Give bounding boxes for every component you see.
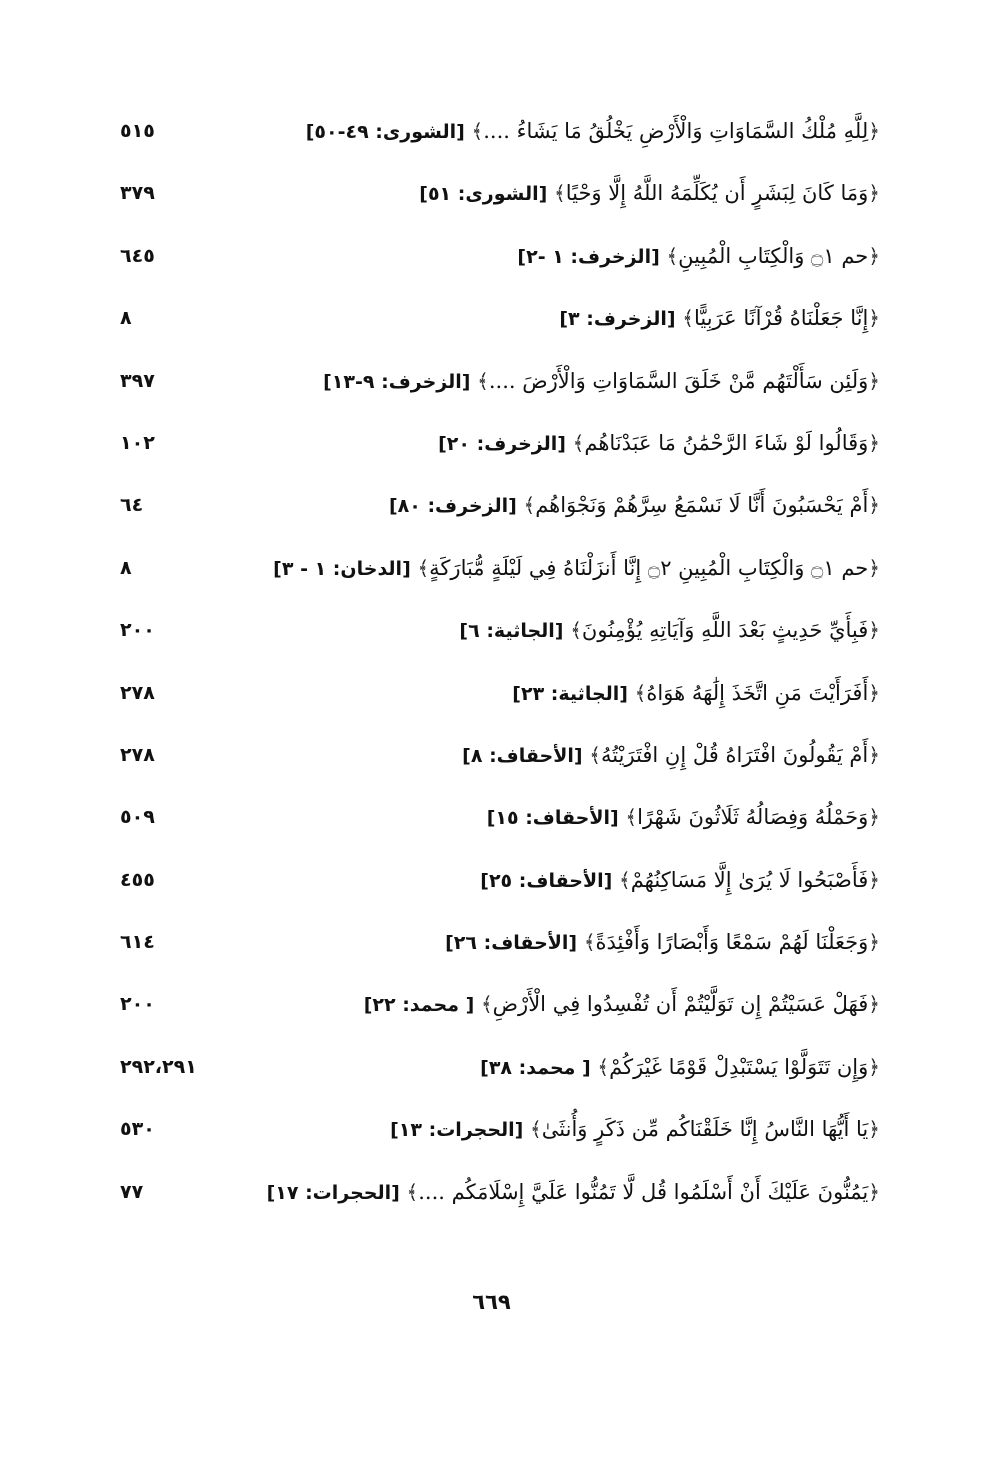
verse-text: يَا أَيُّهَا النَّاسُ إِنَّا خَلَقْنَاكُم مِّن ذَكَرٍ وَأُنثَىٰ bbox=[541, 1117, 869, 1142]
index-row bbox=[110, 792, 880, 854]
page-reference: ٢٠٠ bbox=[120, 619, 155, 642]
ornate-bracket-close-icon: ﴾ bbox=[682, 306, 694, 331]
surah-reference: [الزخرف: ١ -٢] bbox=[517, 245, 660, 268]
verse-entry bbox=[517, 241, 880, 272]
ornate-bracket-close-icon: ﴾ bbox=[480, 992, 493, 1017]
verse-entry bbox=[445, 927, 880, 958]
verse-entry bbox=[459, 615, 880, 646]
index-row bbox=[110, 1167, 880, 1229]
page-reference: ٣٧٩ bbox=[120, 182, 155, 205]
index-row bbox=[110, 418, 880, 480]
page-reference: ٥٠٩ bbox=[120, 806, 155, 829]
ornate-bracket-open-icon: ﴿ bbox=[868, 867, 880, 892]
verse-text: وَمَا كَانَ لِبَشَرٍ أَن يُكَلِّمَهُ اللَّهُ إِلَّا وَحْيًا bbox=[565, 181, 869, 206]
index-row bbox=[110, 480, 880, 542]
index-row bbox=[110, 855, 880, 917]
page-reference: ٢٧٨ bbox=[120, 743, 155, 766]
ornate-bracket-open-icon: ﴿ bbox=[868, 555, 880, 580]
ornate-bracket-close-icon: ﴾ bbox=[634, 680, 647, 705]
surah-reference: [الجاثية: ٦] bbox=[459, 620, 564, 643]
ornate-bracket-close-icon: ﴾ bbox=[618, 867, 631, 892]
surah-reference: [الزخرف: ٢٠] bbox=[438, 432, 566, 455]
surah-reference: [ محمد: ٢٢] bbox=[363, 994, 475, 1017]
surah-reference: [الأحقاف: ٢٦] bbox=[445, 932, 578, 955]
page-reference: ٢٩٢،٢٩١ bbox=[120, 1055, 197, 1078]
ornate-bracket-open-icon: ﴿ bbox=[868, 1179, 880, 1204]
surah-reference: [الأحقاف: ١٥] bbox=[486, 807, 619, 830]
verse-text: حم ۝١ وَالْكِتَابِ الْمُبِينِ bbox=[678, 243, 869, 268]
verse-text: فَهَلْ عَسَيْتُمْ إِن تَوَلَّيْتُمْ أَن تُفْسِدُوا فِي الْأَرْضِ bbox=[492, 992, 869, 1017]
page-reference: ٥٣٠ bbox=[120, 1118, 155, 1141]
page-reference: ٤٥٥ bbox=[120, 868, 155, 891]
ornate-bracket-close-icon: ﴾ bbox=[554, 181, 566, 206]
surah-reference: [ محمد: ٣٨] bbox=[480, 1056, 591, 1079]
verse-text: يَمُنُّونَ عَلَيْكَ أَنْ أَسْلَمُوا قُل لَّا تَمُنُّوا عَلَيَّ إِسْلَامَكُم .... bbox=[418, 1179, 869, 1204]
verse-entry bbox=[512, 678, 880, 709]
verse-text: وَقَالُوا لَوْ شَاءَ الرَّحْمَٰنُ مَا عَبَدْنَاهُم bbox=[584, 430, 869, 455]
page-reference: ٧٧ bbox=[120, 1180, 144, 1203]
ornate-bracket-open-icon: ﴿ bbox=[868, 742, 880, 767]
ornate-bracket-open-icon: ﴿ bbox=[868, 930, 880, 955]
surah-reference: [الزخرف: ٩-١٣] bbox=[323, 370, 471, 393]
surah-reference: [الجاثية: ٢٣] bbox=[512, 682, 628, 705]
surah-reference: [الشورى: ٤٩-٥٠] bbox=[305, 121, 465, 143]
surah-reference: [الحجرات: ١٣] bbox=[390, 1119, 524, 1142]
ornate-bracket-close-icon: ﴾ bbox=[597, 1054, 610, 1079]
index-row bbox=[110, 356, 880, 418]
page-number: ٦٦٩ bbox=[472, 1290, 511, 1314]
verse-text: وَجَعَلْنَا لَهُمْ سَمْعًا وَأَبْصَارًا وَأَفْئِدَةً bbox=[595, 930, 869, 955]
ornate-bracket-close-icon: ﴾ bbox=[406, 1179, 419, 1204]
verse-text: فَأَصْبَحُوا لَا يُرَىٰ إِلَّا مَسَاكِنُهُمْ bbox=[630, 867, 869, 892]
ornate-bracket-open-icon: ﴿ bbox=[868, 119, 880, 143]
page-reference: ٢٠٠ bbox=[120, 993, 155, 1016]
ornate-bracket-close-icon: ﴾ bbox=[589, 742, 601, 767]
verse-entry bbox=[364, 989, 880, 1020]
verse-entry bbox=[559, 303, 880, 334]
verse-entry bbox=[480, 1052, 880, 1083]
ornate-bracket-open-icon: ﴿ bbox=[868, 181, 880, 206]
page-reference: ٦٤ bbox=[120, 494, 144, 517]
index-row bbox=[110, 730, 880, 792]
ornate-bracket-open-icon: ﴿ bbox=[868, 680, 880, 705]
index-row bbox=[110, 605, 880, 667]
surah-reference: [الأحقاف: ٨] bbox=[462, 744, 583, 767]
index-row bbox=[110, 1104, 880, 1166]
ornate-bracket-close-icon: ﴾ bbox=[523, 493, 536, 518]
ornate-bracket-close-icon: ﴾ bbox=[530, 1117, 542, 1142]
verse-entry bbox=[419, 178, 880, 209]
surah-reference: [الزخرف: ٨٠] bbox=[388, 495, 517, 518]
ornate-bracket-open-icon: ﴿ bbox=[868, 306, 880, 331]
ornate-bracket-close-icon: ﴾ bbox=[417, 555, 430, 580]
verse-text: إِنَّا جَعَلْنَاهُ قُرْآنًا عَرَبِيًّا bbox=[693, 306, 869, 331]
verse-text: وَلَئِن سَأَلْتَهُم مَّنْ خَلَقَ السَّمَاوَاتِ وَالْأَرْضَ .... bbox=[488, 368, 869, 393]
ornate-bracket-open-icon: ﴿ bbox=[868, 1054, 880, 1079]
ornate-bracket-open-icon: ﴿ bbox=[868, 430, 880, 455]
verse-entry bbox=[267, 1177, 880, 1208]
verse-entry bbox=[480, 865, 880, 896]
verse-entry bbox=[438, 428, 880, 459]
ornate-bracket-open-icon: ﴿ bbox=[868, 493, 880, 518]
page-reference: ٢٧٨ bbox=[120, 681, 155, 704]
index-row bbox=[110, 543, 880, 605]
index-row bbox=[110, 106, 880, 168]
ornate-bracket-open-icon: ﴿ bbox=[868, 368, 880, 393]
verse-text: فَبِأَيِّ حَدِيثٍ بَعْدَ اللَّهِ وَآيَاتِهِ يُؤْمِنُونَ bbox=[581, 618, 869, 643]
index-row bbox=[110, 231, 880, 293]
verse-text: أَمْ يَقُولُونَ افْتَرَاهُ قُلْ إِنِ افْتَرَيْتُهُ bbox=[601, 742, 869, 767]
verse-entry bbox=[323, 366, 880, 397]
verse-text: أَفَرَأَيْتَ مَنِ اتَّخَذَ إِلَٰهَهُ هَوَاهُ bbox=[646, 680, 869, 705]
verse-entry bbox=[389, 490, 880, 521]
index-row bbox=[110, 168, 880, 230]
verse-entry bbox=[487, 802, 880, 833]
surah-reference: [الزخرف: ٣] bbox=[559, 308, 676, 331]
page-reference: ٨ bbox=[120, 556, 132, 579]
ornate-bracket-close-icon: ﴾ bbox=[477, 368, 489, 393]
verse-text: حم ۝١ وَالْكِتَابِ الْمُبِينِ ۝٢ إِنَّا أَنزَلْنَاهُ فِي لَيْلَةٍ مُّبَارَكَةٍ bbox=[429, 555, 869, 580]
index-row bbox=[110, 293, 880, 355]
page-reference: ٥١٥ bbox=[120, 120, 155, 142]
surah-reference: [الحجرات: ١٧] bbox=[266, 1181, 400, 1204]
ornate-bracket-close-icon: ﴾ bbox=[666, 243, 679, 268]
verse-entry bbox=[306, 116, 880, 147]
verse-entry bbox=[390, 1114, 880, 1145]
ornate-bracket-close-icon: ﴾ bbox=[471, 119, 484, 143]
verse-text: أَمْ يَحْسَبُونَ أَنَّا لَا نَسْمَعُ سِرَّهُمْ وَنَجْوَاهُم bbox=[535, 493, 869, 518]
index-row bbox=[110, 917, 880, 979]
index-row bbox=[110, 1042, 880, 1104]
page-reference: ١٠٢ bbox=[120, 431, 155, 454]
ornate-bracket-open-icon: ﴿ bbox=[868, 618, 880, 643]
ornate-bracket-open-icon: ﴿ bbox=[868, 805, 880, 830]
surah-reference: [الأحقاف: ٢٥] bbox=[480, 869, 613, 892]
surah-reference: [الشورى: ٥١] bbox=[419, 183, 548, 206]
page-reference: ٦١٤ bbox=[120, 931, 155, 954]
ornate-bracket-open-icon: ﴿ bbox=[868, 992, 880, 1017]
ornate-bracket-close-icon: ﴾ bbox=[570, 618, 582, 643]
ornate-bracket-open-icon: ﴿ bbox=[868, 1117, 880, 1142]
index-row bbox=[110, 668, 880, 730]
page-reference: ٨ bbox=[120, 307, 132, 330]
surah-reference: [الدخان: ١ - ٣] bbox=[273, 557, 411, 580]
page-reference: ٦٤٥ bbox=[120, 244, 155, 267]
verse-entry bbox=[273, 553, 880, 584]
ornate-bracket-close-icon: ﴾ bbox=[583, 930, 596, 955]
ornate-bracket-open-icon: ﴿ bbox=[868, 243, 880, 268]
page-reference: ٣٩٧ bbox=[120, 369, 155, 392]
verse-text: وَحَمْلُهُ وَفِصَالُهُ ثَلَاثُونَ شَهْرًا bbox=[637, 805, 869, 830]
ornate-bracket-close-icon: ﴾ bbox=[625, 805, 638, 830]
ornate-bracket-close-icon: ﴾ bbox=[572, 430, 585, 455]
verse-text: لِلَّهِ مُلْكُ السَّمَاوَاتِ وَالْأَرْضِ يَخْلُقُ مَا يَشَاءُ .... bbox=[483, 119, 869, 143]
verse-index-table bbox=[110, 106, 880, 1229]
verse-entry bbox=[462, 740, 880, 771]
verse-text: وَإِن تَتَوَلَّوْا يَسْتَبْدِلْ قَوْمًا غَيْرَكُمْ bbox=[609, 1054, 869, 1079]
index-row bbox=[110, 979, 880, 1041]
